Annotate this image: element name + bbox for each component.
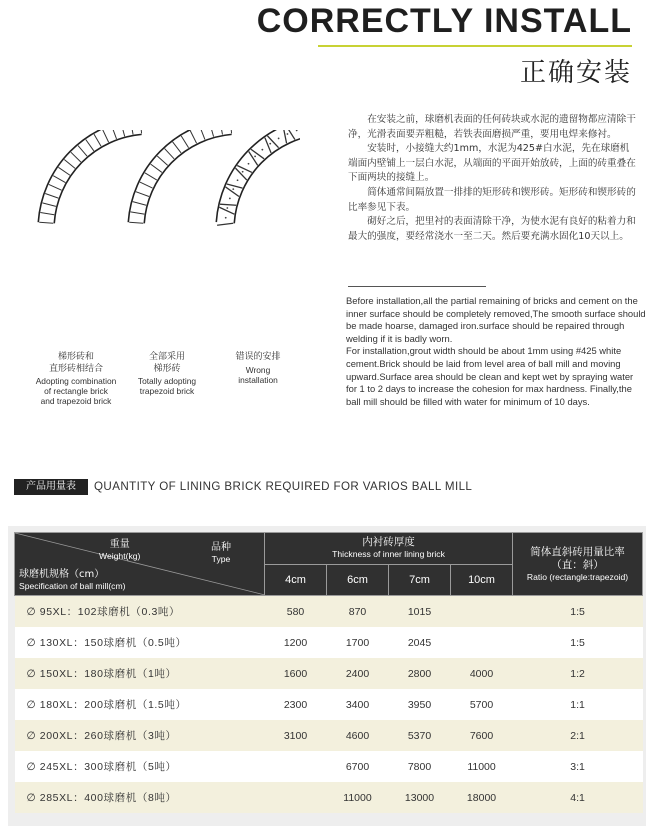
section-divider: [348, 286, 486, 287]
value-cell: 1200: [265, 627, 327, 658]
value-cell: 580: [265, 596, 327, 628]
brick-joint: [45, 194, 58, 199]
intro-en: [346, 295, 646, 408]
spec-cell: ∅ 245XL：300球磨机（5吨）: [15, 751, 265, 782]
mortar-gap: [242, 171, 244, 173]
brick-joint: [53, 176, 65, 183]
value-cell: 4000: [451, 658, 513, 689]
brick-joint: [210, 130, 214, 137]
ratio-en: Ratio (rectangle:trapezoid): [526, 571, 629, 582]
type-cn: 品种: [211, 542, 231, 553]
mortar-gap: [226, 207, 228, 209]
value-cell: 2045: [389, 627, 451, 658]
arch-edge: [128, 130, 230, 222]
brick-joint: [121, 130, 125, 136]
value-cell: [451, 627, 513, 658]
brick-joint: [49, 184, 62, 190]
intro-cn-paragraph: 砌好之后，把里衬的表面清除干净，为使水泥有良好的粘着力和最大的强度，要经常浇水一至二天。然后要充满水固化10天以上。: [348, 216, 636, 242]
caption-en: Wrong installation: [238, 364, 278, 385]
value-cell: 3100: [265, 720, 327, 751]
brick-joint: [131, 130, 133, 134]
brick-joint: [230, 130, 231, 133]
ratio-cell: 1:5: [513, 627, 643, 658]
intro-cn-paragraph: 简体通常间隔放置一排排的矩形砖和锲形砖。矩形砖和锲形砖的比率参见下表。: [348, 186, 636, 213]
value-cell: 2300: [265, 689, 327, 720]
value-cell: 6700: [327, 751, 389, 782]
brick-joint: [40, 213, 54, 215]
thickness-header-cell: [265, 533, 513, 565]
spec-cn: 球磨机规格（cm）: [19, 569, 105, 580]
brick-arch-diagrams: [0, 130, 300, 340]
intro-en-paragraph: For installation,grout width should be about 1mm using #425 white cement.Brick should be laid from level area of ball mill and moving upward.Surface area should be clean and kept wet by spraying water for 1 to 2 days to increase the cohesion for max hardness. Finally,the ball mill should be filled with water for minimum of 10 days.: [346, 345, 634, 407]
value-cell: [265, 751, 327, 782]
value-cell: 11000: [451, 751, 513, 782]
mortar-gap: [254, 156, 256, 158]
spec-cell: ∅ 285XL：400球磨机（8吨）: [15, 782, 265, 813]
mortar-gap: [232, 188, 234, 190]
mortar-gap: [237, 179, 239, 181]
size-header-7cm: 7cm: [389, 564, 451, 596]
ratio-cell: 4:1: [513, 782, 643, 813]
type-en: Type: [211, 554, 231, 564]
section-title: QUANTITY OF LINING BRICK REQUIRED FOR VARIOS BALL MILL: [94, 480, 473, 493]
brick-joint: [58, 167, 70, 175]
size-header-10cm: 10cm: [451, 564, 513, 596]
spec-cell: ∅ 150XL：180球磨机（1吨）: [15, 658, 265, 689]
weight-en: Weight(kg): [99, 551, 141, 561]
brick-joint: [71, 152, 81, 162]
ratio-cell: 1:2: [513, 658, 643, 689]
table-header-row: [15, 533, 643, 565]
mortar-gap: [225, 217, 227, 219]
brick-joint: [165, 149, 175, 159]
value-cell: 13000: [389, 782, 451, 813]
mortar-gap: [261, 149, 263, 151]
table-row: [15, 720, 643, 751]
intro-cn-paragraph: 在安装之前，球磨机表面的任何砖块或水泥的遗留物都应清除干净，光滑表面要弄粗糙，若铁表面磨损严重，要用电焊来修衬。: [348, 114, 636, 140]
intro-en-paragraph: Before installation,all the partial remaining of bricks and cement on the inner surface should be completely removed,The smooth surface should be made hoarse, damaged iron.surface should be repaired through welding if it is badly worn.: [346, 295, 646, 344]
table-row: [15, 782, 643, 813]
ratio-cell: 3:1: [513, 751, 643, 782]
mortar-gap: [278, 138, 280, 140]
value-cell: 18000: [451, 782, 513, 813]
brick-joint: [190, 131, 196, 144]
value-cell: 3950: [389, 689, 451, 720]
value-cell: 11000: [327, 782, 389, 813]
spec-header-cell: [15, 533, 265, 596]
quantity-table: [14, 532, 643, 813]
table-row: [15, 751, 643, 782]
arch-combination: [38, 130, 141, 223]
value-cell: 2400: [327, 658, 389, 689]
value-cell: [265, 782, 327, 813]
brick-joint: [78, 146, 87, 157]
ratio-cn: 简体直斜砖用量比率: [530, 545, 625, 558]
value-cell: 1015: [389, 596, 451, 628]
table-row: [15, 658, 643, 689]
ratio-cell: 1:5: [513, 596, 643, 628]
diagram-caption-wrong: [220, 352, 296, 385]
value-cell: 7600: [451, 720, 513, 751]
table-row: [15, 627, 643, 658]
value-cell: 2800: [389, 658, 451, 689]
ratio-cell: 2:1: [513, 720, 643, 751]
brick-joint: [103, 130, 109, 142]
spec-cell: ∅ 95XL：102球磨机（0.3吨）: [15, 596, 265, 628]
brick-joint: [39, 222, 53, 223]
caption-en: Totally adopting trapezoid brick: [137, 376, 197, 396]
thickness-en: Thickness of inner lining brick: [332, 549, 445, 560]
table-row: [15, 596, 643, 628]
ratio-cell: 1:1: [513, 689, 643, 720]
brick-joint: [136, 192, 149, 197]
brick-joint: [173, 142, 182, 153]
brick-joint: [181, 136, 188, 148]
brick-joint: [227, 184, 243, 188]
brick-joint: [112, 130, 117, 139]
brick-joint: [200, 130, 205, 140]
caption-cn: 全部采用 梯形砖: [148, 352, 185, 374]
intro-cn-paragraph: 安装时，小接缝大约1mm，水泥为425#白水泥，先在球磨机端面内壁铺上一层白水泥，从端面的平面开始放砖，上面的砖重叠在下面两块的接缝上。: [348, 143, 636, 184]
brick-joint: [220, 204, 236, 205]
page-title: CORRECTLY INSTALL: [256, 2, 632, 40]
brick-joint: [86, 139, 94, 150]
spec-cell: ∅ 130XL：150球磨机（0.5吨）: [15, 627, 265, 658]
ratio-header-cell: [513, 533, 643, 596]
spec-label: [19, 569, 126, 591]
size-header-6cm: 6cm: [327, 564, 389, 596]
brick-joint: [226, 187, 239, 197]
arch-wrong: [216, 130, 300, 225]
value-cell: 5370: [389, 720, 451, 751]
brick-joint: [267, 136, 278, 148]
brick-joint: [130, 212, 144, 214]
mortar-gap: [229, 198, 231, 200]
mortar-gap: [248, 163, 250, 165]
spec-cell: ∅ 200XL：260球磨机（3吨）: [15, 720, 265, 751]
brick-joint: [283, 130, 286, 143]
weight-label: [99, 539, 140, 561]
value-cell: 1600: [265, 658, 327, 689]
value-cell: 7800: [389, 751, 451, 782]
caption-cn: 梯形砖和 直形砖相结合: [48, 352, 103, 374]
value-cell: [451, 596, 513, 628]
caption-en: Adopting combination of rectangle brick and trapezoid brick: [35, 376, 117, 406]
value-cell: 870: [327, 596, 389, 628]
brick-joint: [145, 173, 157, 180]
mortar-gap: [287, 133, 289, 135]
intro-cn: [348, 113, 638, 244]
ratio-cn-sub: （直：斜）: [551, 558, 604, 571]
brick-joint: [140, 130, 141, 133]
weight-cn: 重量: [109, 539, 130, 550]
section-badge: 产品用量表: [14, 479, 88, 495]
brick-joint: [64, 159, 75, 168]
caption-cn: 错误的安排: [235, 352, 281, 362]
value-cell: 5700: [451, 689, 513, 720]
value-cell: 3400: [327, 689, 389, 720]
mortar-gap: [296, 130, 298, 131]
diagram-caption-trapezoid: [122, 352, 212, 396]
type-label: [211, 542, 231, 564]
brick-joint: [157, 156, 167, 165]
brick-joint: [133, 202, 147, 206]
brick-joint: [140, 182, 153, 188]
brick-joint: [265, 138, 271, 153]
value-cell: 1700: [327, 627, 389, 658]
table-row: [15, 689, 643, 720]
title-underline: [318, 45, 632, 47]
brick-joint: [42, 203, 56, 206]
mortar-gap: [269, 143, 271, 145]
arch-edge: [234, 134, 300, 223]
spec-en: Specification of ball mill(cm): [19, 581, 126, 591]
quantity-table-panel: [8, 526, 646, 826]
brick-joint: [220, 130, 223, 135]
brick-joint: [217, 223, 233, 225]
spec-cell: ∅ 180XL：200球磨机（1.5吨）: [15, 689, 265, 720]
value-cell: 4600: [327, 720, 389, 751]
arch-trapezoid: [128, 130, 231, 223]
diagram-caption-combination: [28, 352, 124, 406]
thickness-cn: 内衬砖厚度: [362, 536, 415, 549]
size-header-4cm: 4cm: [265, 564, 327, 596]
arch-edge: [54, 134, 141, 223]
page-subtitle-cn: 正确安装: [519, 58, 632, 88]
brick-joint: [94, 134, 101, 146]
brick-joint: [151, 164, 162, 172]
brick-joint: [129, 222, 143, 223]
